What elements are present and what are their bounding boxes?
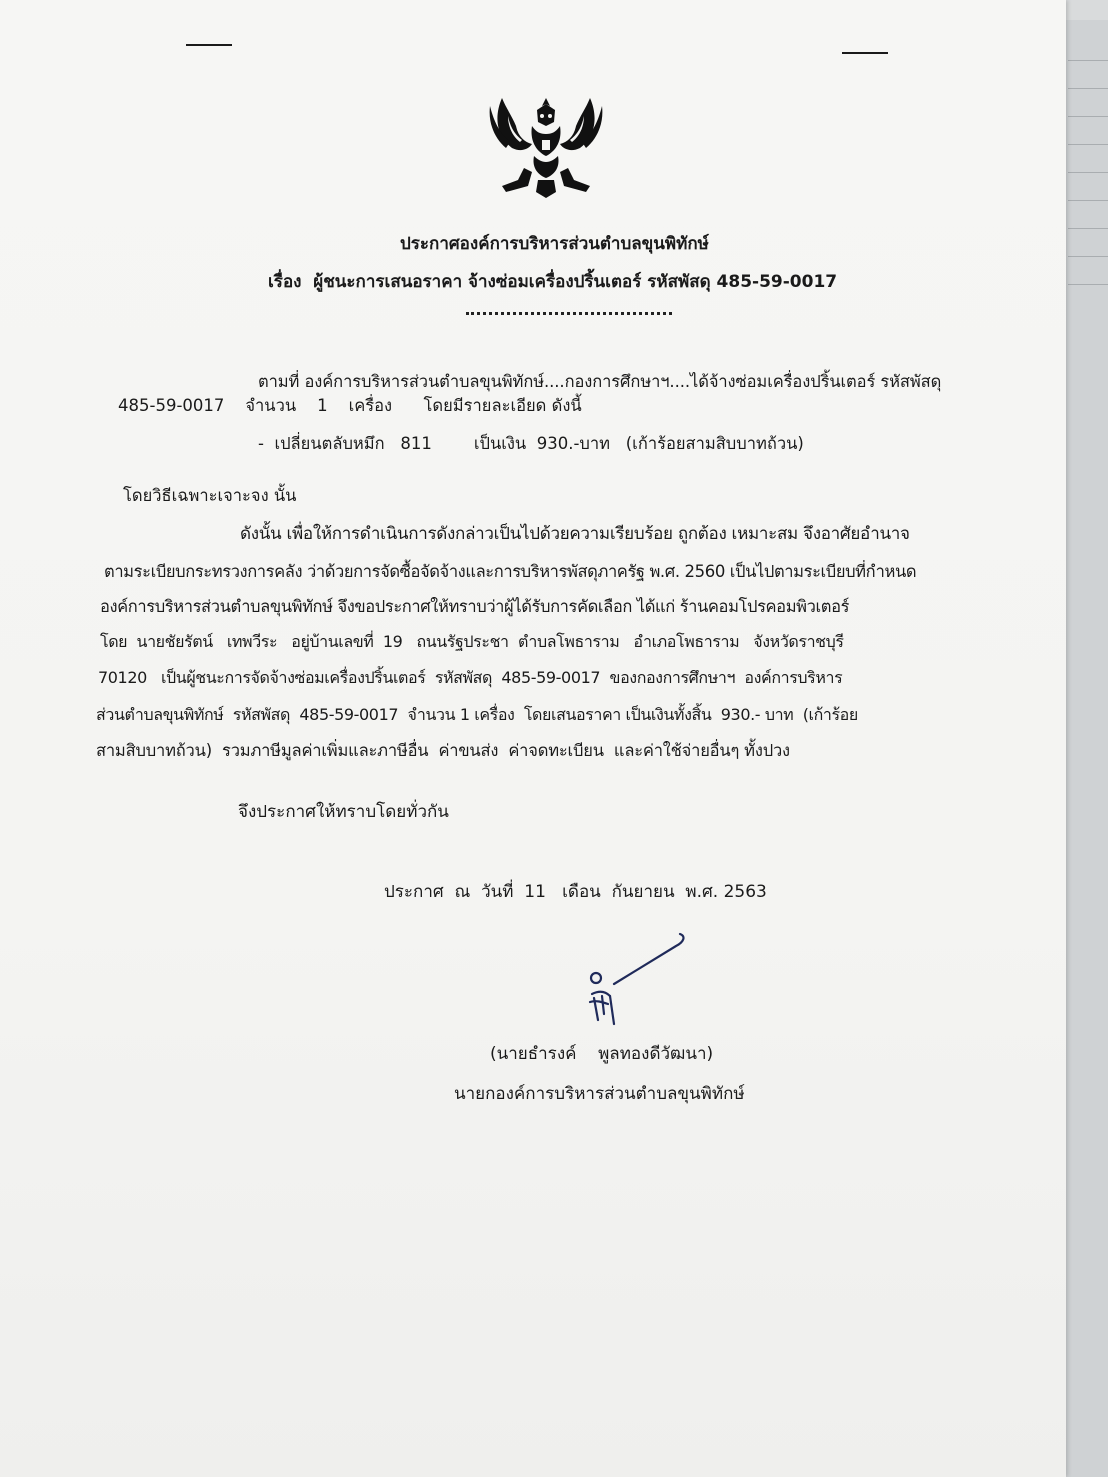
- paragraph-2-line-4: โดย นายชัยรัตน์ เทพวีระ อยู่บ้านเลขที่ 19 ถนนรัฐประชา ตำบลโพธาราม อำเภอโพธาราม จังหวัดราชบุรี: [100, 632, 844, 651]
- paragraph-2-line-5: 70120 เป็นผู้ชนะการจัดจ้างซ่อมเครื่องปริ้นเตอร์ รหัสพัสดุ 485-59-0017 ของกองการศึกษาฯ องค์การบริหาร: [98, 668, 843, 687]
- corner-dash: [186, 44, 232, 46]
- title-separator: [466, 308, 672, 315]
- announcement-line: จึงประกาศให้ทราบโดยทั่วกัน: [238, 802, 449, 822]
- document-subject: [268, 272, 837, 292]
- under-line: [1068, 144, 1108, 145]
- paragraph-1-item: - เปลี่ยนตลับหมึก 811 เป็นเงิน 930.-บาท (เก้าร้อยสามสิบบาทถ้วน): [258, 434, 804, 453]
- under-sheet: [1060, 20, 1108, 1477]
- under-line: [1068, 284, 1108, 285]
- document-title: ประกาศองค์การบริหารส่วนตำบลขุนพิทักษ์: [400, 234, 709, 254]
- paragraph-1-line-1: ตามที่ องค์การบริหารส่วนตำบลขุนพิทักษ์....กองการศึกษาฯ....ได้จ้างซ่อมเครื่องปริ้นเตอร์ รหัสพัสดุ: [258, 372, 942, 391]
- paragraph-2-line-2: ตามระเบียบกระทรวงการคลัง ว่าด้วยการจัดซื้อจัดจ้างและการบริหารพัสดุภาครัฐ พ.ศ. 2560 เป็นไปตามระเบียบที่กำหนด: [104, 562, 917, 581]
- signature-icon: [580, 928, 700, 1028]
- paragraph-2-line-1: ดังนั้น เพื่อให้การดำเนินการดังกล่าวเป็นไปด้วยความเรียบร้อย ถูกต้อง เหมาะสม จึงอาศัยอำนาจ: [240, 524, 910, 544]
- paragraph-1-line-2: 485-59-0017 จำนวน 1 เครื่อง โดยมีรายละเอียด ดังนี้: [118, 396, 582, 415]
- signatory-name: (นายธำรงค์ พูลทองดีวัฒนา): [490, 1044, 714, 1064]
- announcement-date: ประกาศ ณ วันที่ 11 เดือน กันยายน พ.ศ. 2563: [384, 882, 767, 902]
- paragraph-2-line-3: องค์การบริหารส่วนตำบลขุนพิทักษ์ จึงขอประกาศให้ทราบว่าผู้ได้รับการคัดเลือก ได้แก่ ร้านคอมโปรคอมพิวเตอร์: [100, 597, 850, 616]
- subject-prefix: เรื่อง: [268, 272, 302, 292]
- under-line: [1068, 60, 1108, 61]
- under-line: [1068, 116, 1108, 117]
- under-line: [1068, 228, 1108, 229]
- paragraph-1-method: โดยวิธีเฉพาะเจาะจง นั้น: [123, 486, 297, 505]
- under-line: [1068, 256, 1108, 257]
- paragraph-2-line-6: ส่วนตำบลขุนพิทักษ์ รหัสพัสดุ 485-59-0017 จำนวน 1 เครื่อง โดยเสนอราคา เป็นเงินทั้งสิ้น 930.- บาท (เก้าร้อย: [96, 705, 858, 724]
- corner-dash: [842, 52, 888, 54]
- signatory-position: นายกองค์การบริหารส่วนตำบลขุนพิทักษ์: [454, 1084, 745, 1104]
- paragraph-2-line-7: สามสิบบาทถ้วน) รวมภาษีมูลค่าเพิ่มและภาษีอื่น ค่าขนส่ง ค่าจดทะเบียน และค่าใช้จ่ายอื่นๆ ทั้งปวง: [96, 741, 790, 760]
- garuda-emblem-icon: [484, 92, 608, 200]
- under-line: [1068, 200, 1108, 201]
- under-line: [1068, 88, 1108, 89]
- under-line: [1068, 172, 1108, 173]
- subject-text: ผู้ชนะการเสนอราคา จ้างซ่อมเครื่องปริ้นเตอร์ รหัสพัสดุ 485-59-0017: [313, 272, 838, 292]
